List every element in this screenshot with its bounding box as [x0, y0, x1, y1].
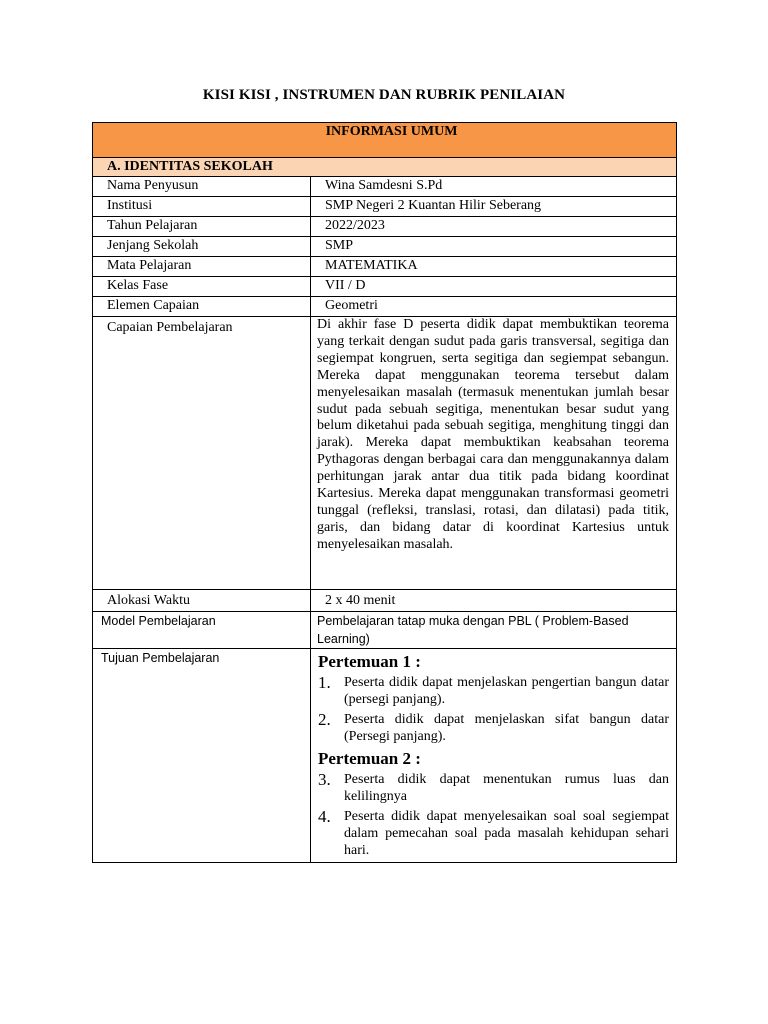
meeting-title: Pertemuan 1 : [318, 652, 421, 671]
goal-number: 1. [318, 673, 331, 692]
goal-number: 4. [318, 807, 331, 826]
section-identitas-sekolah: A. IDENTITAS SEKOLAH [93, 158, 677, 177]
list-item [318, 808, 669, 859]
row-label: Mata Pelajaran [93, 257, 311, 277]
table-row [93, 277, 677, 297]
table-row [93, 197, 677, 217]
row-label: Nama Penyusun [93, 177, 311, 197]
row-value: VII / D [311, 277, 677, 297]
goal-number: 2. [318, 710, 331, 729]
header-row [93, 123, 677, 158]
row-label: Elemen Capaian [93, 297, 311, 317]
meeting-title: Pertemuan 2 : [318, 749, 421, 768]
capaian-row [93, 317, 677, 590]
table-row [93, 237, 677, 257]
model-row [93, 612, 677, 649]
row-value: Geometri [311, 297, 677, 317]
goal-text: Peserta didik dapat menjelaskan pengertian bangun datar (persegi panjang). [344, 675, 670, 707]
alokasi-label: Alokasi Waktu [93, 590, 311, 612]
section-row [93, 158, 677, 177]
row-value: Wina Samdesni S.Pd [311, 177, 677, 197]
goal-text: Peserta didik dapat menyelesaikan soal soal segiempat dalam pemecahan soal pada masalah kehidupan sehari hari. [344, 809, 670, 858]
row-label: Tahun Pelajaran [93, 217, 311, 237]
list-item [318, 674, 669, 708]
list-item [318, 711, 669, 745]
row-label: Jenjang Sekolah [93, 237, 311, 257]
model-label: Model Pembelajaran [93, 612, 311, 649]
tujuan-cell [311, 649, 677, 863]
tujuan-label: Tujuan Pembelajaran [93, 649, 311, 863]
tujuan-row [93, 649, 677, 863]
list-item [318, 771, 669, 805]
table-row [93, 177, 677, 197]
goal-number: 3. [318, 770, 331, 789]
row-value: 2022/2023 [311, 217, 677, 237]
document-title: KISI KISI , INSTRUMEN DAN RUBRIK PENILAIAN [202, 87, 566, 103]
model-value: Pembelajaran tatap muka dengan PBL ( Problem-Based Learning) [311, 612, 677, 649]
table-row [93, 257, 677, 277]
table-row [93, 297, 677, 317]
row-value: SMP [311, 237, 677, 257]
goal-text: Peserta didik dapat menentukan rumus luas dan kelilingnya [344, 772, 670, 804]
capaian-text: Di akhir fase D peserta didik dapat membuktikan teorema yang terkait dengan sudut pada garis transversal, segitiga dan segiempat kongruen, serta segitiga dan segiempat sebangun. Mereka dapat menggunakan teorema tersebut dalam menyelesaikan masalah (termasuk menentukan jumlah besar sudut pada sebuah segitiga, menentukan besar sudut yang belum diketahui pada sebuah segitiga, menghitung tinggi dan jarak). Mereka dapat membuktikan keabsahan teorema Pythagoras dengan berbagai cara dan menggunakannya dalam perhitungan jarak antar dua titik pada bidang koordinat Kartesius. Mereka dapat menggunakan transformasi geometri tunggal (refleksi, translasi, rotasi, dan dilatasi) pada titik, garis, dan bidang datar di koordinat Kartesius untuk menyelesaikan masalah. [311, 317, 677, 590]
row-value: MATEMATIKA [311, 257, 677, 277]
table-row [93, 217, 677, 237]
goal-text: Peserta didik dapat menjelaskan sifat bangun datar (Persegi panjang). [344, 712, 670, 744]
alokasi-row [93, 590, 677, 612]
row-label: Kelas Fase [93, 277, 311, 297]
row-label: Institusi [93, 197, 311, 217]
header-informasi-umum: INFORMASI UMUM [93, 123, 677, 158]
capaian-label: Capaian Pembelajaran [93, 317, 311, 590]
row-value: SMP Negeri 2 Kuantan Hilir Seberang [311, 197, 677, 217]
alokasi-value: 2 x 40 menit [311, 590, 677, 612]
info-table [92, 122, 677, 863]
